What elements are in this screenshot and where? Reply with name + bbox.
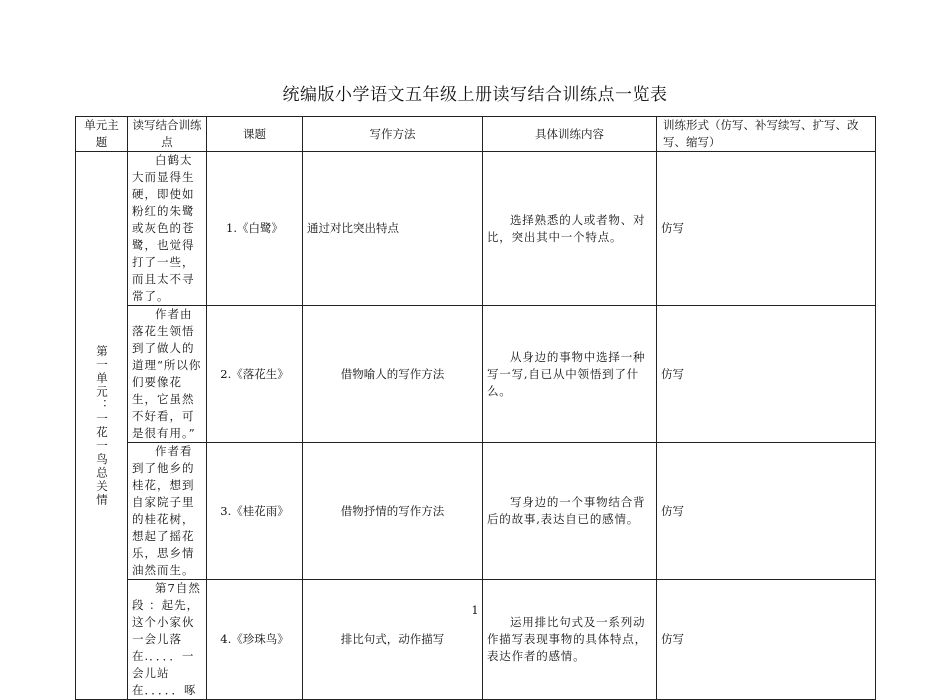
- table-row: [76, 580, 876, 700]
- content-cell: 写身边的一个事物结合背后的故事,表达自已的感情。: [483, 443, 657, 580]
- content-cell: 从身边的事物中选择一种写一写,自已从中领悟到了什么。: [483, 306, 657, 443]
- header-point: 读写结合训练点: [128, 117, 207, 152]
- point-cell: 第7自然段 ：起先，这个小家伙一会儿落在.．．．．一会儿站在．．．．．啄: [128, 580, 207, 700]
- header-lesson: 课题: [207, 117, 303, 152]
- method-cell: 排比句式，动作描写: [303, 580, 483, 700]
- point-cell: 白鹤太大而显得生硬，即使如粉红的朱鹭或灰色的苍鹭，也觉得打了一些，而且太不寻常了。: [128, 152, 207, 306]
- lesson-cell: 2.《落花生》: [207, 306, 303, 443]
- header-form: 训练形式（仿写、补写续写、扩写、改写、缩写）: [657, 117, 876, 152]
- table-row: [76, 443, 876, 580]
- header-unit: 单元主题: [76, 117, 128, 152]
- unit-theme-cell: [76, 152, 128, 700]
- table-row: [76, 152, 876, 306]
- method-cell: 借物喻人的写作方法: [303, 306, 483, 443]
- lesson-cell: 3.《桂花雨》: [207, 443, 303, 580]
- header-method: 写作方法: [303, 117, 483, 152]
- lesson-cell: 4.《珍珠鸟》: [207, 580, 303, 700]
- table-row: [76, 306, 876, 443]
- page-title: 统编版小学语文五年级上册读写结合训练点一览表: [282, 85, 668, 105]
- form-cell: 仿写: [657, 443, 876, 580]
- form-cell: 仿写: [657, 306, 876, 443]
- form-cell: 仿写: [657, 580, 876, 700]
- table-header-row: [76, 117, 876, 152]
- point-cell: 作者由落花生领悟到了做人的道理“所以你们要像花生，它虽然不好看，可是很有用。”: [128, 306, 207, 443]
- unit-theme: 第一单元：一花一鸟总关情: [95, 344, 109, 507]
- page-number: 1: [471, 604, 479, 617]
- lesson-cell: 1.《白鹭》: [207, 152, 303, 306]
- header-content: 具体训练内容: [483, 117, 657, 152]
- form-cell: 仿写: [657, 152, 876, 306]
- method-cell: 借物抒情的写作方法: [303, 443, 483, 580]
- method-cell: 通过对比突出特点: [303, 152, 483, 306]
- point-cell: 作者看到了他乡的桂花，想到自家院子里的桂花树，想起了摇花乐，思乡情油然而生。: [128, 443, 207, 580]
- content-cell: 选择熟悉的人或者物、对比，突出其中一个特点。: [483, 152, 657, 306]
- content-cell: 运用排比句式及一系列动作描写表现事物的具体特点，表达作者的感情。: [483, 580, 657, 700]
